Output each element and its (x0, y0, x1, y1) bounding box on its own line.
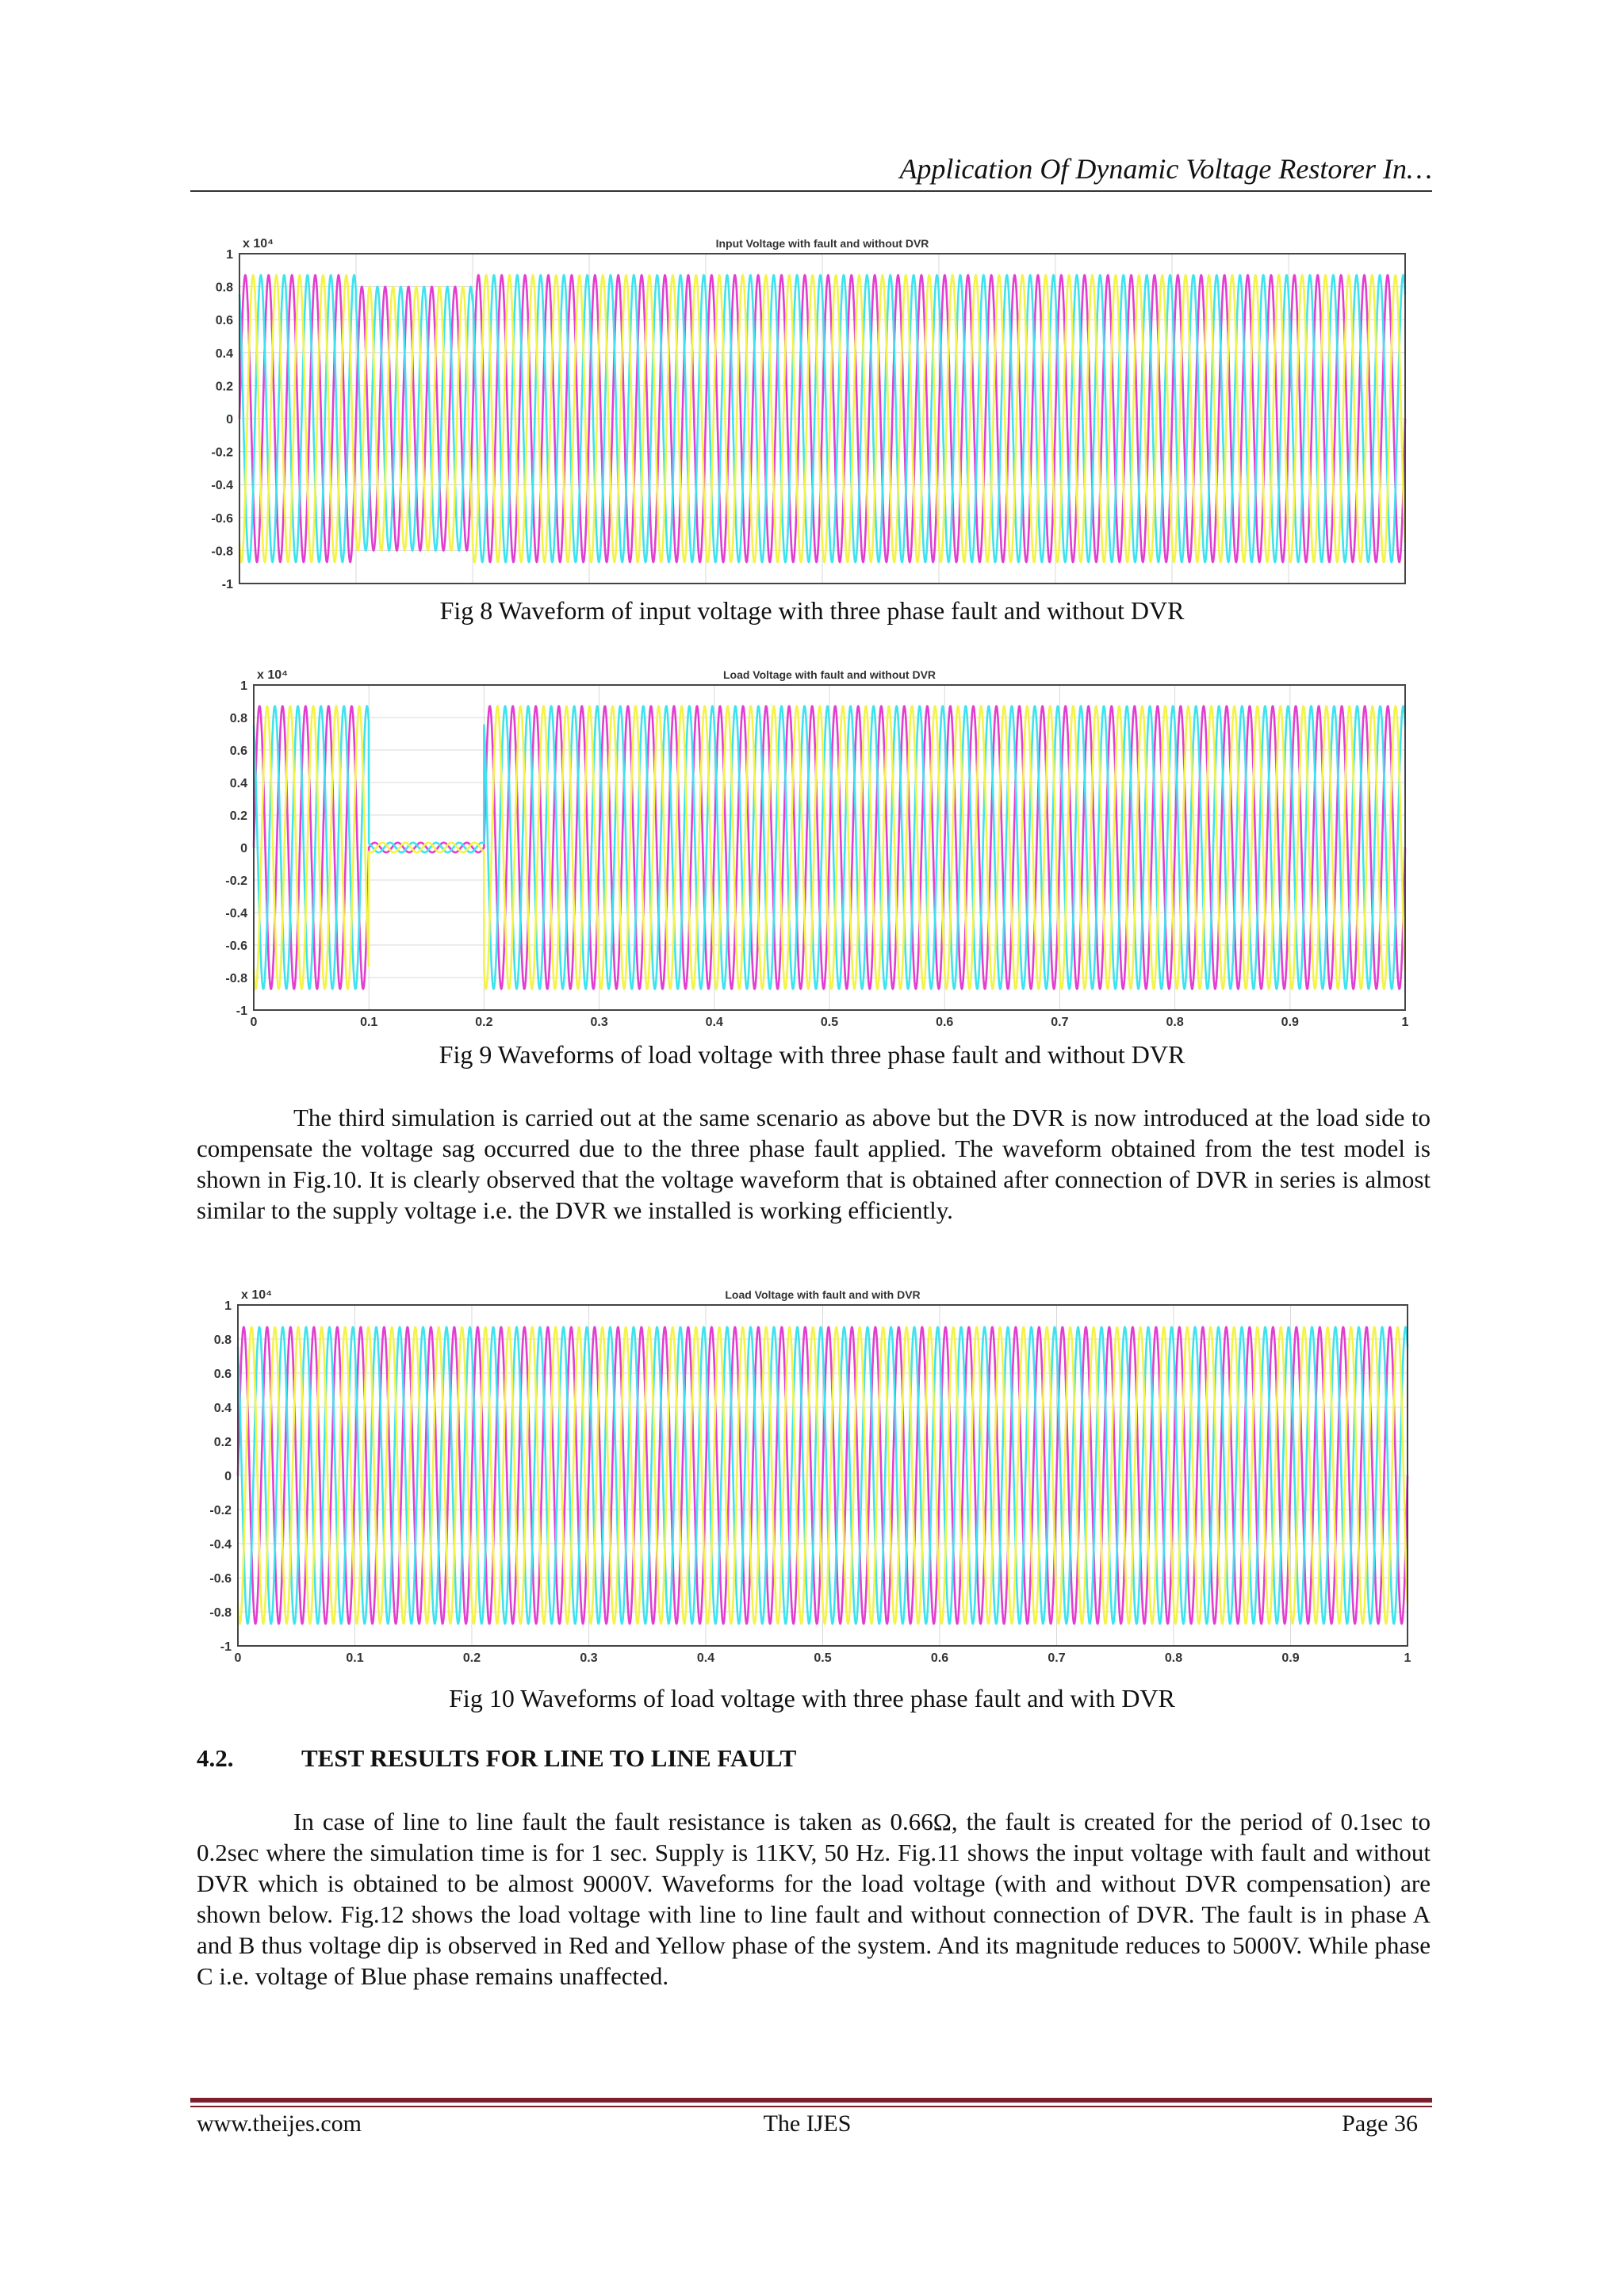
x-tick-label: 0.8 (1164, 1651, 1183, 1665)
figure-8-caption: Fig 8 Waveform of input voltage with three phase fault and without DVR (439, 596, 1185, 625)
x-tick-label: 0 (234, 1651, 242, 1665)
y-tick-label: 0.2 (215, 380, 233, 394)
x-tick-label: 1 (1401, 1016, 1409, 1029)
y-tick-label: -0.4 (209, 1538, 232, 1552)
x-tick-label: 0.6 (936, 1016, 954, 1029)
section-title: TEST RESULTS FOR LINE TO LINE FAULT (301, 1744, 797, 1772)
header-rule (190, 190, 1432, 192)
y-tick-label: -1 (236, 1004, 247, 1018)
figure-10-caption: Fig 10 Waveforms of load voltage with three phase fault and with DVR (449, 1684, 1175, 1712)
y-tick-label: 1 (240, 679, 247, 693)
x-tick-label: 0.9 (1281, 1016, 1299, 1029)
y-scale-label: x 10⁴ (243, 237, 274, 251)
x-tick-label: 0.2 (462, 1651, 481, 1665)
x-tick-label: 0.7 (1051, 1016, 1069, 1029)
y-tick-label: -0.4 (211, 479, 233, 493)
y-tick-label: 1 (226, 248, 233, 262)
chart-title: Load Voltage with fault and without DVR (722, 668, 936, 681)
y-tick-label: -0.2 (211, 446, 233, 460)
y-tick-label: 0 (226, 413, 233, 427)
figure-9 (198, 664, 1419, 1041)
x-tick-label: 0 (250, 1016, 258, 1029)
x-tick-label: 0.5 (814, 1651, 832, 1665)
figure-10 (198, 1283, 1419, 1676)
chart-title: Load Voltage with fault and with DVR (725, 1288, 921, 1301)
y-tick-label: 0 (240, 842, 247, 855)
y-tick-label: 0.4 (215, 346, 233, 361)
y-tick-label: 0.8 (215, 281, 233, 295)
footer-rule-thick (190, 2098, 1432, 2103)
x-tick-label: 0.3 (580, 1651, 598, 1665)
x-tick-label: 0.7 (1048, 1651, 1066, 1665)
y-tick-label: 0.2 (229, 809, 247, 823)
x-tick-label: 0.4 (696, 1651, 715, 1665)
y-tick-label: 0.2 (213, 1436, 232, 1449)
x-tick-label: 0.4 (705, 1016, 723, 1029)
section-heading (197, 1744, 796, 1773)
x-tick-label: 0.2 (475, 1016, 493, 1029)
y-tick-label: -0.2 (209, 1504, 232, 1517)
y-tick-label: -0.2 (225, 874, 247, 888)
x-tick-label: 0.5 (820, 1016, 839, 1029)
y-tick-label: 0.6 (229, 744, 247, 758)
chart-title: Input Voltage with fault and without DVR (715, 237, 929, 250)
footer-website-link[interactable]: www.theijes.com (197, 2110, 362, 2137)
x-tick-label: 0.9 (1281, 1651, 1300, 1665)
figure-9-chart (198, 664, 1419, 1041)
y-tick-label: 0 (224, 1470, 232, 1483)
y-tick-label: 1 (224, 1299, 232, 1313)
x-tick-label: 1 (1404, 1651, 1411, 1665)
x-tick-label: 0.3 (590, 1016, 608, 1029)
y-tick-label: 0.6 (215, 314, 233, 328)
x-tick-label: 0.6 (930, 1651, 949, 1665)
y-tick-label: -1 (221, 578, 233, 591)
figure-10-chart (198, 1283, 1419, 1676)
y-tick-label: -0.8 (211, 545, 233, 559)
figure-8-chart (198, 230, 1419, 595)
running-header: Application Of Dynamic Voltage Restorer In… (899, 153, 1432, 185)
x-tick-label: 0.1 (360, 1016, 378, 1029)
y-tick-label: -0.8 (209, 1606, 232, 1620)
footer-journal-name: The IJES (763, 2110, 852, 2137)
footer-rule-thin (190, 2106, 1432, 2107)
paragraph-2-text: In case of line to line fault the fault resistance is taken as 0.66Ω, the fault is created for the period of 0.1sec to 0.2sec where the simulation time is for 1 sec. Supply is 11KV, 50 Hz. Fig.11 shows the input voltage with fault and without DVR which is obtained to be almost 9000V. Waveforms for the load voltage (with and without DVR compensation) are shown below. Fig.12 shows the load voltage with line to line fault and without connection of DVR. The fault is in phase A and B thus voltage dip is observed in Red and Yellow phase of the system. And its magnitude reduces to 5000V. While phase C i.e. voltage of Blue phase remains unaffected. (197, 1808, 1431, 1990)
paragraph-line-to-line (197, 1806, 1431, 1992)
y-tick-label: -0.4 (225, 907, 247, 920)
y-tick-label: -0.6 (209, 1572, 232, 1586)
section-number: 4.2. (197, 1744, 234, 1772)
figure-8 (198, 230, 1419, 595)
y-tick-label: 0.8 (229, 712, 247, 725)
y-tick-label: 0.8 (213, 1334, 232, 1347)
y-tick-label: -0.8 (225, 972, 247, 985)
x-tick-label: 0.1 (346, 1651, 364, 1665)
y-tick-label: -0.6 (225, 939, 247, 953)
figure-9-caption: Fig 9 Waveforms of load voltage with three phase fault and without DVR (439, 1040, 1185, 1069)
y-tick-label: 0.4 (229, 777, 247, 790)
y-scale-label: x 10⁴ (257, 668, 289, 682)
footer-page-number: Page 36 (1342, 2110, 1418, 2137)
y-tick-label: -1 (220, 1640, 232, 1654)
y-tick-label: 0.4 (213, 1402, 232, 1415)
x-tick-label: 0.8 (1166, 1016, 1184, 1029)
y-tick-label: 0.6 (213, 1368, 232, 1381)
y-scale-label: x 10⁴ (241, 1288, 273, 1302)
paragraph-third-simulation (197, 1102, 1431, 1226)
paragraph-1-text: The third simulation is carried out at the same scenario as above but the DVR is now introduced at the load side to compensate the voltage sag occurred due to the three phase fault applied. The waveform obtained from the test model is shown in Fig.10. It is clearly observed that the voltage waveform that is obtained after connection of DVR in series is almost similar to the supply voltage i.e. the DVR we installed is working efficiently. (197, 1104, 1431, 1224)
y-tick-label: -0.6 (211, 511, 233, 526)
